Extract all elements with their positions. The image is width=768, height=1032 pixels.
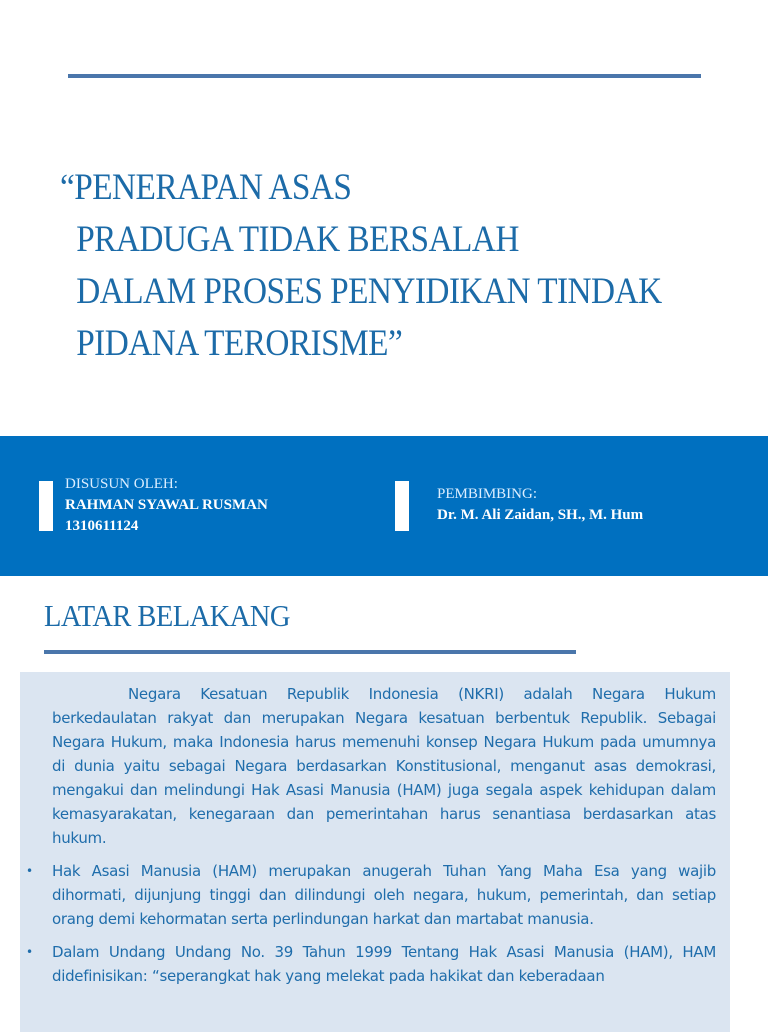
list-item xyxy=(26,859,716,931)
author-band xyxy=(0,436,768,576)
title-line-4: PIDANA TERORISME” xyxy=(76,323,403,364)
title-line-3: DALAM PROSES PENYIDIKAN TINDAK xyxy=(76,271,662,312)
supervisor-label: PEMBIMBING: xyxy=(437,486,538,502)
section-divider xyxy=(44,650,576,654)
supervisor-accent-bar xyxy=(395,481,409,531)
presentation-title xyxy=(60,162,690,370)
author-block xyxy=(65,474,268,537)
section-title: LATAR BELAKANG xyxy=(44,598,290,633)
author-accent-bar xyxy=(39,481,53,531)
list-item-text: Hak Asasi Manusia (HAM) merupakan anugerah Tuhan Yang Maha Esa yang wajib dihormati, dijunjung tinggi dan dilindungi oleh negara, hukum, pemerintah, dan setiap orang demi kehormatan serta perlindungan harkat dan martabat manusia. xyxy=(52,862,716,928)
bullet-icon: • xyxy=(26,945,33,959)
author-id: 1310611124 xyxy=(65,518,139,534)
list-item-text: Dalam Undang Undang No. 39 Tahun 1999 Tentang Hak Asasi Manusia (HAM), HAM didefinisikan: “seperangkat hak yang melekat pada hakikat dan keberadaan xyxy=(52,943,716,985)
bullet-list xyxy=(26,859,716,988)
title-line-2: PRADUGA TIDAK BERSALAH xyxy=(76,219,519,260)
intro-paragraph: Negara Kesatuan Republik Indonesia (NKRI) adalah Negara Hukum berkedaulatan rakyat dan merupakan Negara kesatuan berbentuk Republik. Sebagai Negara Hukum, maka Indonesia harus memenuhi konsep Negara Hukum pada umumnya di dunia yaitu sebagai Negara berdasarkan Konstitusional, menganut asas demokrasi, mengakui dan melindungi Hak Asasi Manusia (HAM) juga segala aspek kehidupan dalam kemasyarakatan, kenegaraan dan pemerintahan harus senantiasa berdasarkan atas hukum. xyxy=(52,685,716,847)
title-line-1: “PENERAPAN ASAS xyxy=(60,167,352,208)
bullet-icon: • xyxy=(26,864,33,878)
top-divider xyxy=(68,74,701,78)
supervisor-name: Dr. M. Ali Zaidan, SH., M. Hum xyxy=(437,507,644,523)
author-name: RAHMAN SYAWAL RUSMAN xyxy=(65,497,268,513)
supervisor-block xyxy=(437,484,643,526)
section-content xyxy=(26,682,716,997)
author-label: DISUSUN OLEH: xyxy=(65,476,178,492)
list-item xyxy=(26,940,716,988)
